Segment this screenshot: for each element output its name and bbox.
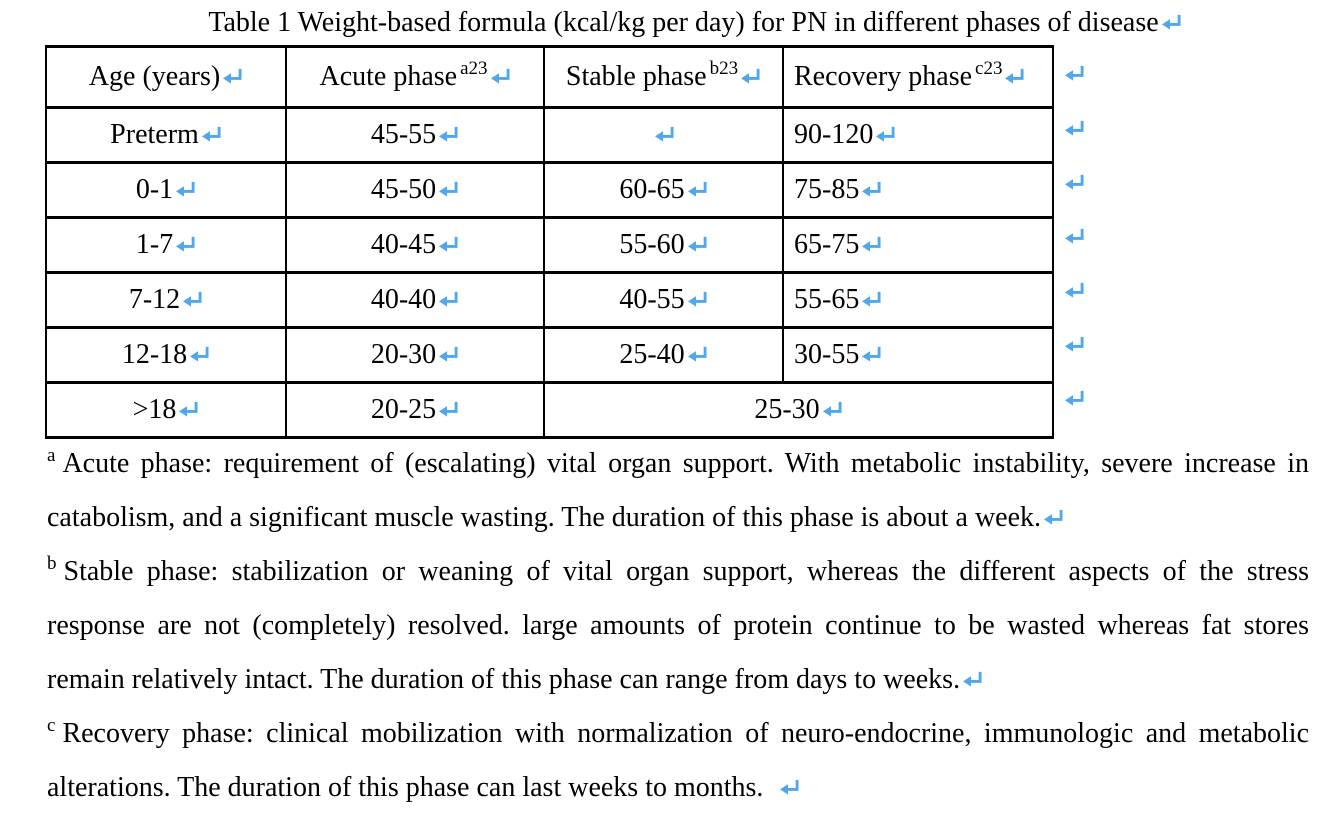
table-row-preterm xyxy=(46,108,1053,163)
table-row-1-7 xyxy=(46,218,1053,273)
row-end-marks xyxy=(1062,45,1092,435)
return-mark-icon xyxy=(1064,173,1085,192)
return-mark-icon xyxy=(1064,64,1085,83)
cell-stable-empty xyxy=(544,108,783,163)
cell-acute: 45-55 xyxy=(286,108,544,163)
return-mark-icon xyxy=(1064,281,1085,300)
return-mark-icon xyxy=(201,125,222,144)
return-mark-icon xyxy=(861,235,882,254)
return-mark-icon xyxy=(182,290,203,309)
table-caption-text: Table 1 Weight-based formula (kcal/kg per day) for PN in different phases of disease xyxy=(208,7,1159,38)
return-mark-icon xyxy=(1161,13,1182,32)
cell-age: 12-18 xyxy=(46,328,286,383)
cell-stable-recovery-merged: 25-30 xyxy=(544,383,1053,438)
cell-recovery: 65-75 xyxy=(783,218,1053,273)
table-header-row xyxy=(46,47,1053,108)
cell-acute: 40-45 xyxy=(286,218,544,273)
return-mark-icon xyxy=(1064,389,1085,408)
footnote-marker: c xyxy=(47,714,56,736)
cell-age: 1-7 xyxy=(46,218,286,273)
cell-acute: 20-30 xyxy=(286,328,544,383)
return-mark-icon xyxy=(178,400,199,419)
return-mark-icon xyxy=(687,345,708,364)
return-mark-icon xyxy=(438,235,459,254)
cell-age: Preterm xyxy=(46,108,286,163)
return-mark-icon xyxy=(490,67,511,86)
footnote-b xyxy=(47,545,1309,707)
cell-age: 7-12 xyxy=(46,273,286,328)
return-mark-icon xyxy=(1064,227,1085,246)
column-header-age: Age (years) xyxy=(46,47,286,108)
cell-age: >18 xyxy=(46,383,286,438)
return-mark-icon xyxy=(779,778,800,797)
return-mark-icon xyxy=(222,67,243,86)
return-mark-icon xyxy=(962,670,983,689)
footnote-c xyxy=(47,707,1309,815)
column-header-stable: Stable phase $^{b23}$ xyxy=(544,47,783,108)
cell-age: 0-1 xyxy=(46,163,286,218)
column-header-acute: Acute phase $^{a23}$ xyxy=(286,47,544,108)
return-mark-icon xyxy=(1043,508,1064,527)
return-mark-icon xyxy=(861,290,882,309)
table-row-12-18 xyxy=(46,328,1053,383)
cell-stable: 55-60 xyxy=(544,218,783,273)
table-caption xyxy=(70,4,1320,42)
cell-recovery: 55-65 xyxy=(783,273,1053,328)
return-mark-icon xyxy=(654,125,675,144)
return-mark-icon xyxy=(438,290,459,309)
return-mark-icon xyxy=(875,125,896,144)
cell-recovery: 30-55 xyxy=(783,328,1053,383)
weight-formula-table xyxy=(45,45,1054,439)
table-row-7-12 xyxy=(46,273,1053,328)
return-mark-icon xyxy=(687,235,708,254)
return-mark-icon xyxy=(189,345,210,364)
cell-stable: 25-40 xyxy=(544,328,783,383)
return-mark-icon xyxy=(1064,119,1085,138)
column-header-recovery: Recovery phase $^{c23}$ xyxy=(783,47,1053,108)
return-mark-icon xyxy=(687,290,708,309)
return-mark-icon xyxy=(438,180,459,199)
return-mark-icon xyxy=(822,400,843,419)
footnote-text: Stable phase: stabilization or weaning of vital organ support, whereas the different aspects of the stress response are not (completely) resolved. large amounts of protein continue to be wasted whereas fat stores remain relatively intact. The duration of this phase can range from days to weeks. xyxy=(47,556,1309,695)
footnote-marker: a xyxy=(47,444,56,466)
return-mark-icon xyxy=(175,180,196,199)
return-mark-icon xyxy=(687,180,708,199)
return-mark-icon xyxy=(175,235,196,254)
cell-stable: 40-55 xyxy=(544,273,783,328)
return-mark-icon xyxy=(1064,335,1085,354)
cell-recovery: 90-120 xyxy=(783,108,1053,163)
footnote-ref: a23 xyxy=(460,57,488,79)
footnote-a xyxy=(47,437,1309,545)
return-mark-icon xyxy=(861,180,882,199)
return-mark-icon xyxy=(438,345,459,364)
return-mark-icon xyxy=(438,125,459,144)
cell-stable: 60-65 xyxy=(544,163,783,218)
return-mark-icon xyxy=(740,67,761,86)
return-mark-icon xyxy=(1004,67,1025,86)
footnote-ref: c23 xyxy=(975,57,1003,79)
cell-acute: 20-25 xyxy=(286,383,544,438)
footnote-text: Acute phase: requirement of (escalating) vital organ support. With metabolic instability, severe increase in catabolism, and a significant muscle wasting. The duration of this phase is about a week. xyxy=(47,448,1309,533)
return-mark-icon xyxy=(438,400,459,419)
cell-acute: 45-50 xyxy=(286,163,544,218)
footnote-marker: b xyxy=(47,552,57,574)
table-row-over-18 xyxy=(46,383,1053,438)
cell-recovery: 75-85 xyxy=(783,163,1053,218)
table-row-0-1 xyxy=(46,163,1053,218)
table-footnotes xyxy=(47,437,1309,815)
footnote-text: Recovery phase: clinical mobilization with normalization of neuro-endocrine, immunologic and metabolic alterations. The duration of this phase can last weeks to months. xyxy=(47,718,1309,803)
footnote-ref: b23 xyxy=(709,57,739,79)
cell-acute: 40-40 xyxy=(286,273,544,328)
return-mark-icon xyxy=(861,345,882,364)
